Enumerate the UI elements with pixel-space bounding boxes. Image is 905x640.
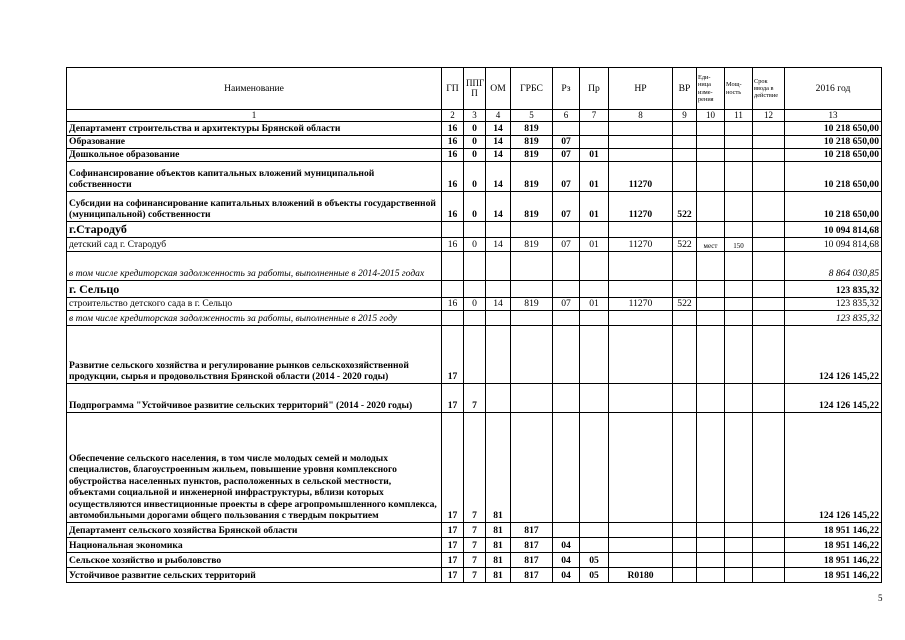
row-unit — [697, 297, 725, 310]
row-term — [753, 567, 785, 582]
header-unit: Еди- ница изме- рения — [697, 68, 725, 110]
row-rz: 07 — [553, 191, 580, 221]
row-ppgp — [464, 280, 486, 297]
row-capacity — [725, 552, 753, 567]
row-om: 14 — [486, 135, 511, 148]
header-pr: Пр — [580, 68, 609, 110]
row-vr: 522 — [673, 297, 697, 310]
row-grbs — [511, 383, 553, 412]
row-pr — [580, 121, 609, 135]
row-om: 14 — [486, 297, 511, 310]
row-pr: 01 — [580, 191, 609, 221]
row-nr — [609, 280, 673, 297]
row-term — [753, 280, 785, 297]
row-nr — [609, 522, 673, 537]
row-gp: 17 — [442, 552, 464, 567]
row-unit — [697, 412, 725, 522]
row-capacity — [725, 251, 753, 280]
table-body — [67, 121, 882, 582]
row-term — [753, 552, 785, 567]
row-nr — [609, 383, 673, 412]
row-capacity — [725, 537, 753, 552]
row-vr — [673, 221, 697, 237]
row-pr: 01 — [580, 237, 609, 251]
row-om: 14 — [486, 121, 511, 135]
row-term — [753, 325, 785, 383]
row-capacity — [725, 325, 753, 383]
row-ppgp: 0 — [464, 135, 486, 148]
table-row — [67, 237, 882, 251]
row-sum: 10 218 650,00 — [785, 135, 882, 148]
row-grbs — [511, 310, 553, 325]
row-nr — [609, 310, 673, 325]
row-ppgp — [464, 221, 486, 237]
row-vr — [673, 310, 697, 325]
row-sum: 18 951 146,22 — [785, 537, 882, 552]
row-vr — [673, 412, 697, 522]
row-name: Сельское хозяйство и рыболовство — [67, 552, 442, 567]
row-term — [753, 191, 785, 221]
row-ppgp — [464, 251, 486, 280]
row-pr — [580, 522, 609, 537]
header-row — [67, 68, 882, 110]
row-grbs: 819 — [511, 135, 553, 148]
row-grbs: 817 — [511, 567, 553, 582]
row-grbs: 819 — [511, 161, 553, 191]
column-number: 11 — [725, 110, 753, 122]
row-gp: 17 — [442, 537, 464, 552]
row-ppgp — [464, 325, 486, 383]
row-capacity — [725, 297, 753, 310]
row-capacity: 150 — [725, 237, 753, 251]
row-gp: 17 — [442, 383, 464, 412]
row-pr: 01 — [580, 148, 609, 161]
row-term — [753, 522, 785, 537]
row-capacity — [725, 522, 753, 537]
row-grbs: 817 — [511, 552, 553, 567]
row-sum: 10 094 814,68 — [785, 237, 882, 251]
row-pr — [580, 383, 609, 412]
row-gp: 16 — [442, 135, 464, 148]
table-row — [67, 221, 882, 237]
row-pr — [580, 135, 609, 148]
row-ppgp: 0 — [464, 121, 486, 135]
row-vr: 522 — [673, 237, 697, 251]
row-vr — [673, 135, 697, 148]
row-unit — [697, 135, 725, 148]
row-term — [753, 237, 785, 251]
row-nr — [609, 552, 673, 567]
row-pr — [580, 310, 609, 325]
table-row — [67, 325, 882, 383]
row-rz: 07 — [553, 237, 580, 251]
row-name: Обеспечение сельского населения, в том числе молодых семей и молодых специалистов, благоустроенным жильем, повышение уровня комплексного обустройства населенных пунктов, расположенных в сельской местности, объектами социальной и инженерной инфраструктуры, вблизи которых осуществляются инвестиционные проекты в сфере агропромышленного комплекса, автомобильными дорогами общего пользования с твердым покрытием — [67, 412, 442, 522]
row-capacity — [725, 221, 753, 237]
header-ppgp: ППГ П — [464, 68, 486, 110]
row-name: в том числе кредиторская задолженность за работы, выполненные в 2015 году — [67, 310, 442, 325]
table-row — [67, 161, 882, 191]
row-unit — [697, 552, 725, 567]
table-row — [67, 310, 882, 325]
row-om: 81 — [486, 537, 511, 552]
row-pr — [580, 221, 609, 237]
row-name: Развитие сельского хозяйства и регулирование рынков сельскохозяйственной продукции, сырья и продовольствия Брянской области (2014 - 2020 годы) — [67, 325, 442, 383]
header-grbs: ГРБС — [511, 68, 553, 110]
row-grbs: 819 — [511, 297, 553, 310]
row-term — [753, 297, 785, 310]
header-gp: ГП — [442, 68, 464, 110]
row-grbs: 819 — [511, 121, 553, 135]
row-term — [753, 148, 785, 161]
column-number: 9 — [673, 110, 697, 122]
row-unit: мест — [697, 237, 725, 251]
row-om — [486, 310, 511, 325]
row-ppgp: 0 — [464, 191, 486, 221]
column-number: 12 — [753, 110, 785, 122]
row-pr: 01 — [580, 161, 609, 191]
row-name: Устойчивое развитие сельских территорий — [67, 567, 442, 582]
row-vr — [673, 280, 697, 297]
row-rz: 07 — [553, 135, 580, 148]
row-sum: 10 218 650,00 — [785, 121, 882, 135]
row-rz: 04 — [553, 567, 580, 582]
row-rz — [553, 310, 580, 325]
row-vr — [673, 148, 697, 161]
row-nr: 11270 — [609, 297, 673, 310]
column-number-row — [67, 110, 882, 122]
row-vr — [673, 552, 697, 567]
table-row — [67, 251, 882, 280]
row-vr — [673, 522, 697, 537]
row-ppgp: 0 — [464, 148, 486, 161]
table-row — [67, 135, 882, 148]
row-gp: 17 — [442, 522, 464, 537]
row-name: Образование — [67, 135, 442, 148]
row-om: 81 — [486, 412, 511, 522]
header-rz: Рз — [553, 68, 580, 110]
table-row — [67, 383, 882, 412]
header-capacity: Мощ- ность — [725, 68, 753, 110]
column-number: 1 — [67, 110, 442, 122]
row-rz — [553, 522, 580, 537]
row-ppgp: 0 — [464, 297, 486, 310]
column-number: 7 — [580, 110, 609, 122]
row-capacity — [725, 383, 753, 412]
row-ppgp: 0 — [464, 161, 486, 191]
row-grbs — [511, 412, 553, 522]
row-name: Национальная экономика — [67, 537, 442, 552]
table-row — [67, 567, 882, 582]
row-gp: 17 — [442, 325, 464, 383]
row-nr — [609, 412, 673, 522]
row-vr: 522 — [673, 191, 697, 221]
row-grbs — [511, 251, 553, 280]
header-om: ОМ — [486, 68, 511, 110]
row-capacity — [725, 280, 753, 297]
row-gp — [442, 221, 464, 237]
row-ppgp: 0 — [464, 237, 486, 251]
row-gp — [442, 310, 464, 325]
row-name: Дошкольное образование — [67, 148, 442, 161]
row-unit — [697, 251, 725, 280]
row-term — [753, 135, 785, 148]
row-term — [753, 412, 785, 522]
row-ppgp: 7 — [464, 567, 486, 582]
row-rz — [553, 121, 580, 135]
row-ppgp: 7 — [464, 383, 486, 412]
table-row — [67, 412, 882, 522]
row-capacity — [725, 121, 753, 135]
table-row — [67, 191, 882, 221]
row-vr — [673, 537, 697, 552]
row-unit — [697, 567, 725, 582]
row-om: 81 — [486, 567, 511, 582]
row-unit — [697, 148, 725, 161]
row-pr — [580, 325, 609, 383]
row-om: 81 — [486, 552, 511, 567]
row-gp — [442, 251, 464, 280]
row-term — [753, 537, 785, 552]
row-nr: 11270 — [609, 161, 673, 191]
row-capacity — [725, 191, 753, 221]
row-unit — [697, 121, 725, 135]
row-name: строительство детского сада в г. Сельцо — [67, 297, 442, 310]
row-pr — [580, 280, 609, 297]
table-row — [67, 121, 882, 135]
row-sum: 123 835,32 — [785, 280, 882, 297]
table-row — [67, 297, 882, 310]
row-gp: 16 — [442, 161, 464, 191]
row-rz: 07 — [553, 148, 580, 161]
row-unit — [697, 383, 725, 412]
row-nr: 11270 — [609, 191, 673, 221]
row-vr — [673, 121, 697, 135]
row-pr: 05 — [580, 552, 609, 567]
row-om — [486, 251, 511, 280]
column-number: 8 — [609, 110, 673, 122]
row-sum: 8 864 030,85 — [785, 251, 882, 280]
row-unit — [697, 221, 725, 237]
row-vr — [673, 325, 697, 383]
row-sum: 18 951 146,22 — [785, 552, 882, 567]
header-name: Наименование — [67, 68, 442, 110]
row-rz — [553, 412, 580, 522]
column-number: 10 — [697, 110, 725, 122]
row-om: 14 — [486, 191, 511, 221]
row-ppgp: 7 — [464, 522, 486, 537]
row-grbs: 817 — [511, 537, 553, 552]
column-number: 13 — [785, 110, 882, 122]
row-capacity — [725, 161, 753, 191]
row-nr — [609, 148, 673, 161]
row-grbs — [511, 325, 553, 383]
row-rz: 04 — [553, 537, 580, 552]
row-name: Подпрограмма "Устойчивое развитие сельских территорий" (2014 - 2020 годы) — [67, 383, 442, 412]
row-name: Софинансирование объектов капитальных вложений муниципальной собственности — [67, 161, 442, 191]
row-grbs: 819 — [511, 191, 553, 221]
row-grbs: 819 — [511, 148, 553, 161]
row-gp: 17 — [442, 567, 464, 582]
row-capacity — [725, 148, 753, 161]
row-om — [486, 325, 511, 383]
row-sum: 124 126 145,22 — [785, 412, 882, 522]
row-gp: 16 — [442, 191, 464, 221]
row-sum: 124 126 145,22 — [785, 383, 882, 412]
row-unit — [697, 522, 725, 537]
row-sum: 10 094 814,68 — [785, 221, 882, 237]
column-number: 5 — [511, 110, 553, 122]
row-capacity — [725, 412, 753, 522]
row-sum: 18 951 146,22 — [785, 567, 882, 582]
row-gp: 16 — [442, 121, 464, 135]
row-pr: 01 — [580, 297, 609, 310]
row-term — [753, 251, 785, 280]
row-pr: 05 — [580, 567, 609, 582]
row-gp: 16 — [442, 237, 464, 251]
row-sum: 123 835,32 — [785, 297, 882, 310]
row-om: 14 — [486, 148, 511, 161]
row-om — [486, 280, 511, 297]
row-nr — [609, 135, 673, 148]
row-ppgp: 7 — [464, 552, 486, 567]
page-number: 5 — [878, 593, 883, 603]
table-row — [67, 537, 882, 552]
row-grbs: 819 — [511, 237, 553, 251]
row-ppgp: 7 — [464, 412, 486, 522]
row-om: 81 — [486, 522, 511, 537]
table-row — [67, 522, 882, 537]
column-number: 3 — [464, 110, 486, 122]
row-term — [753, 221, 785, 237]
column-number: 6 — [553, 110, 580, 122]
row-rz: 07 — [553, 297, 580, 310]
row-grbs: 817 — [511, 522, 553, 537]
header-term: Срок ввода в действие — [753, 68, 785, 110]
row-om — [486, 221, 511, 237]
header-year: 2016 год — [785, 68, 882, 110]
row-name: Департамент строительства и архитектуры Брянской области — [67, 121, 442, 135]
row-nr: 11270 — [609, 237, 673, 251]
row-nr: R0180 — [609, 567, 673, 582]
row-sum: 10 218 650,00 — [785, 148, 882, 161]
row-name: г. Сельцо — [67, 280, 442, 297]
row-ppgp: 7 — [464, 537, 486, 552]
header-nr: НР — [609, 68, 673, 110]
row-vr — [673, 383, 697, 412]
row-sum: 124 126 145,22 — [785, 325, 882, 383]
row-nr — [609, 221, 673, 237]
row-capacity — [725, 135, 753, 148]
row-nr — [609, 537, 673, 552]
row-pr — [580, 537, 609, 552]
row-rz — [553, 325, 580, 383]
row-name: в том числе кредиторская задолженность за работы, выполненные в 2014-2015 годах — [67, 251, 442, 280]
table-row — [67, 552, 882, 567]
row-vr — [673, 567, 697, 582]
row-om — [486, 383, 511, 412]
row-unit — [697, 325, 725, 383]
row-capacity — [725, 567, 753, 582]
row-term — [753, 121, 785, 135]
row-name: детский сад г. Стародуб — [67, 237, 442, 251]
row-grbs — [511, 280, 553, 297]
row-name: Департамент сельского хозяйства Брянской области — [67, 522, 442, 537]
row-term — [753, 310, 785, 325]
row-gp: 16 — [442, 297, 464, 310]
row-unit — [697, 310, 725, 325]
budget-table — [66, 67, 882, 583]
row-term — [753, 383, 785, 412]
row-rz: 07 — [553, 161, 580, 191]
row-rz: 04 — [553, 552, 580, 567]
table-row — [67, 148, 882, 161]
row-gp: 17 — [442, 412, 464, 522]
row-nr — [609, 121, 673, 135]
row-vr — [673, 251, 697, 280]
row-pr — [580, 251, 609, 280]
row-term — [753, 161, 785, 191]
row-unit — [697, 537, 725, 552]
row-unit — [697, 161, 725, 191]
column-number: 2 — [442, 110, 464, 122]
row-name: г.Стародуб — [67, 221, 442, 237]
row-sum: 18 951 146,22 — [785, 522, 882, 537]
table-row — [67, 280, 882, 297]
row-gp — [442, 280, 464, 297]
row-capacity — [725, 310, 753, 325]
row-ppgp — [464, 310, 486, 325]
row-nr — [609, 325, 673, 383]
row-sum: 123 835,32 — [785, 310, 882, 325]
row-om: 14 — [486, 161, 511, 191]
column-number: 4 — [486, 110, 511, 122]
row-om: 14 — [486, 237, 511, 251]
row-sum: 10 218 650,00 — [785, 161, 882, 191]
row-gp: 16 — [442, 148, 464, 161]
row-rz — [553, 383, 580, 412]
row-grbs — [511, 221, 553, 237]
row-vr — [673, 161, 697, 191]
row-nr — [609, 251, 673, 280]
row-sum: 10 218 650,00 — [785, 191, 882, 221]
row-unit — [697, 191, 725, 221]
row-rz — [553, 280, 580, 297]
header-vr: ВР — [673, 68, 697, 110]
row-rz — [553, 221, 580, 237]
row-pr — [580, 412, 609, 522]
row-name: Субсидии на софинансирование капитальных вложений в объекты государственной (муниципальной) собственности — [67, 191, 442, 221]
row-unit — [697, 280, 725, 297]
row-rz — [553, 251, 580, 280]
